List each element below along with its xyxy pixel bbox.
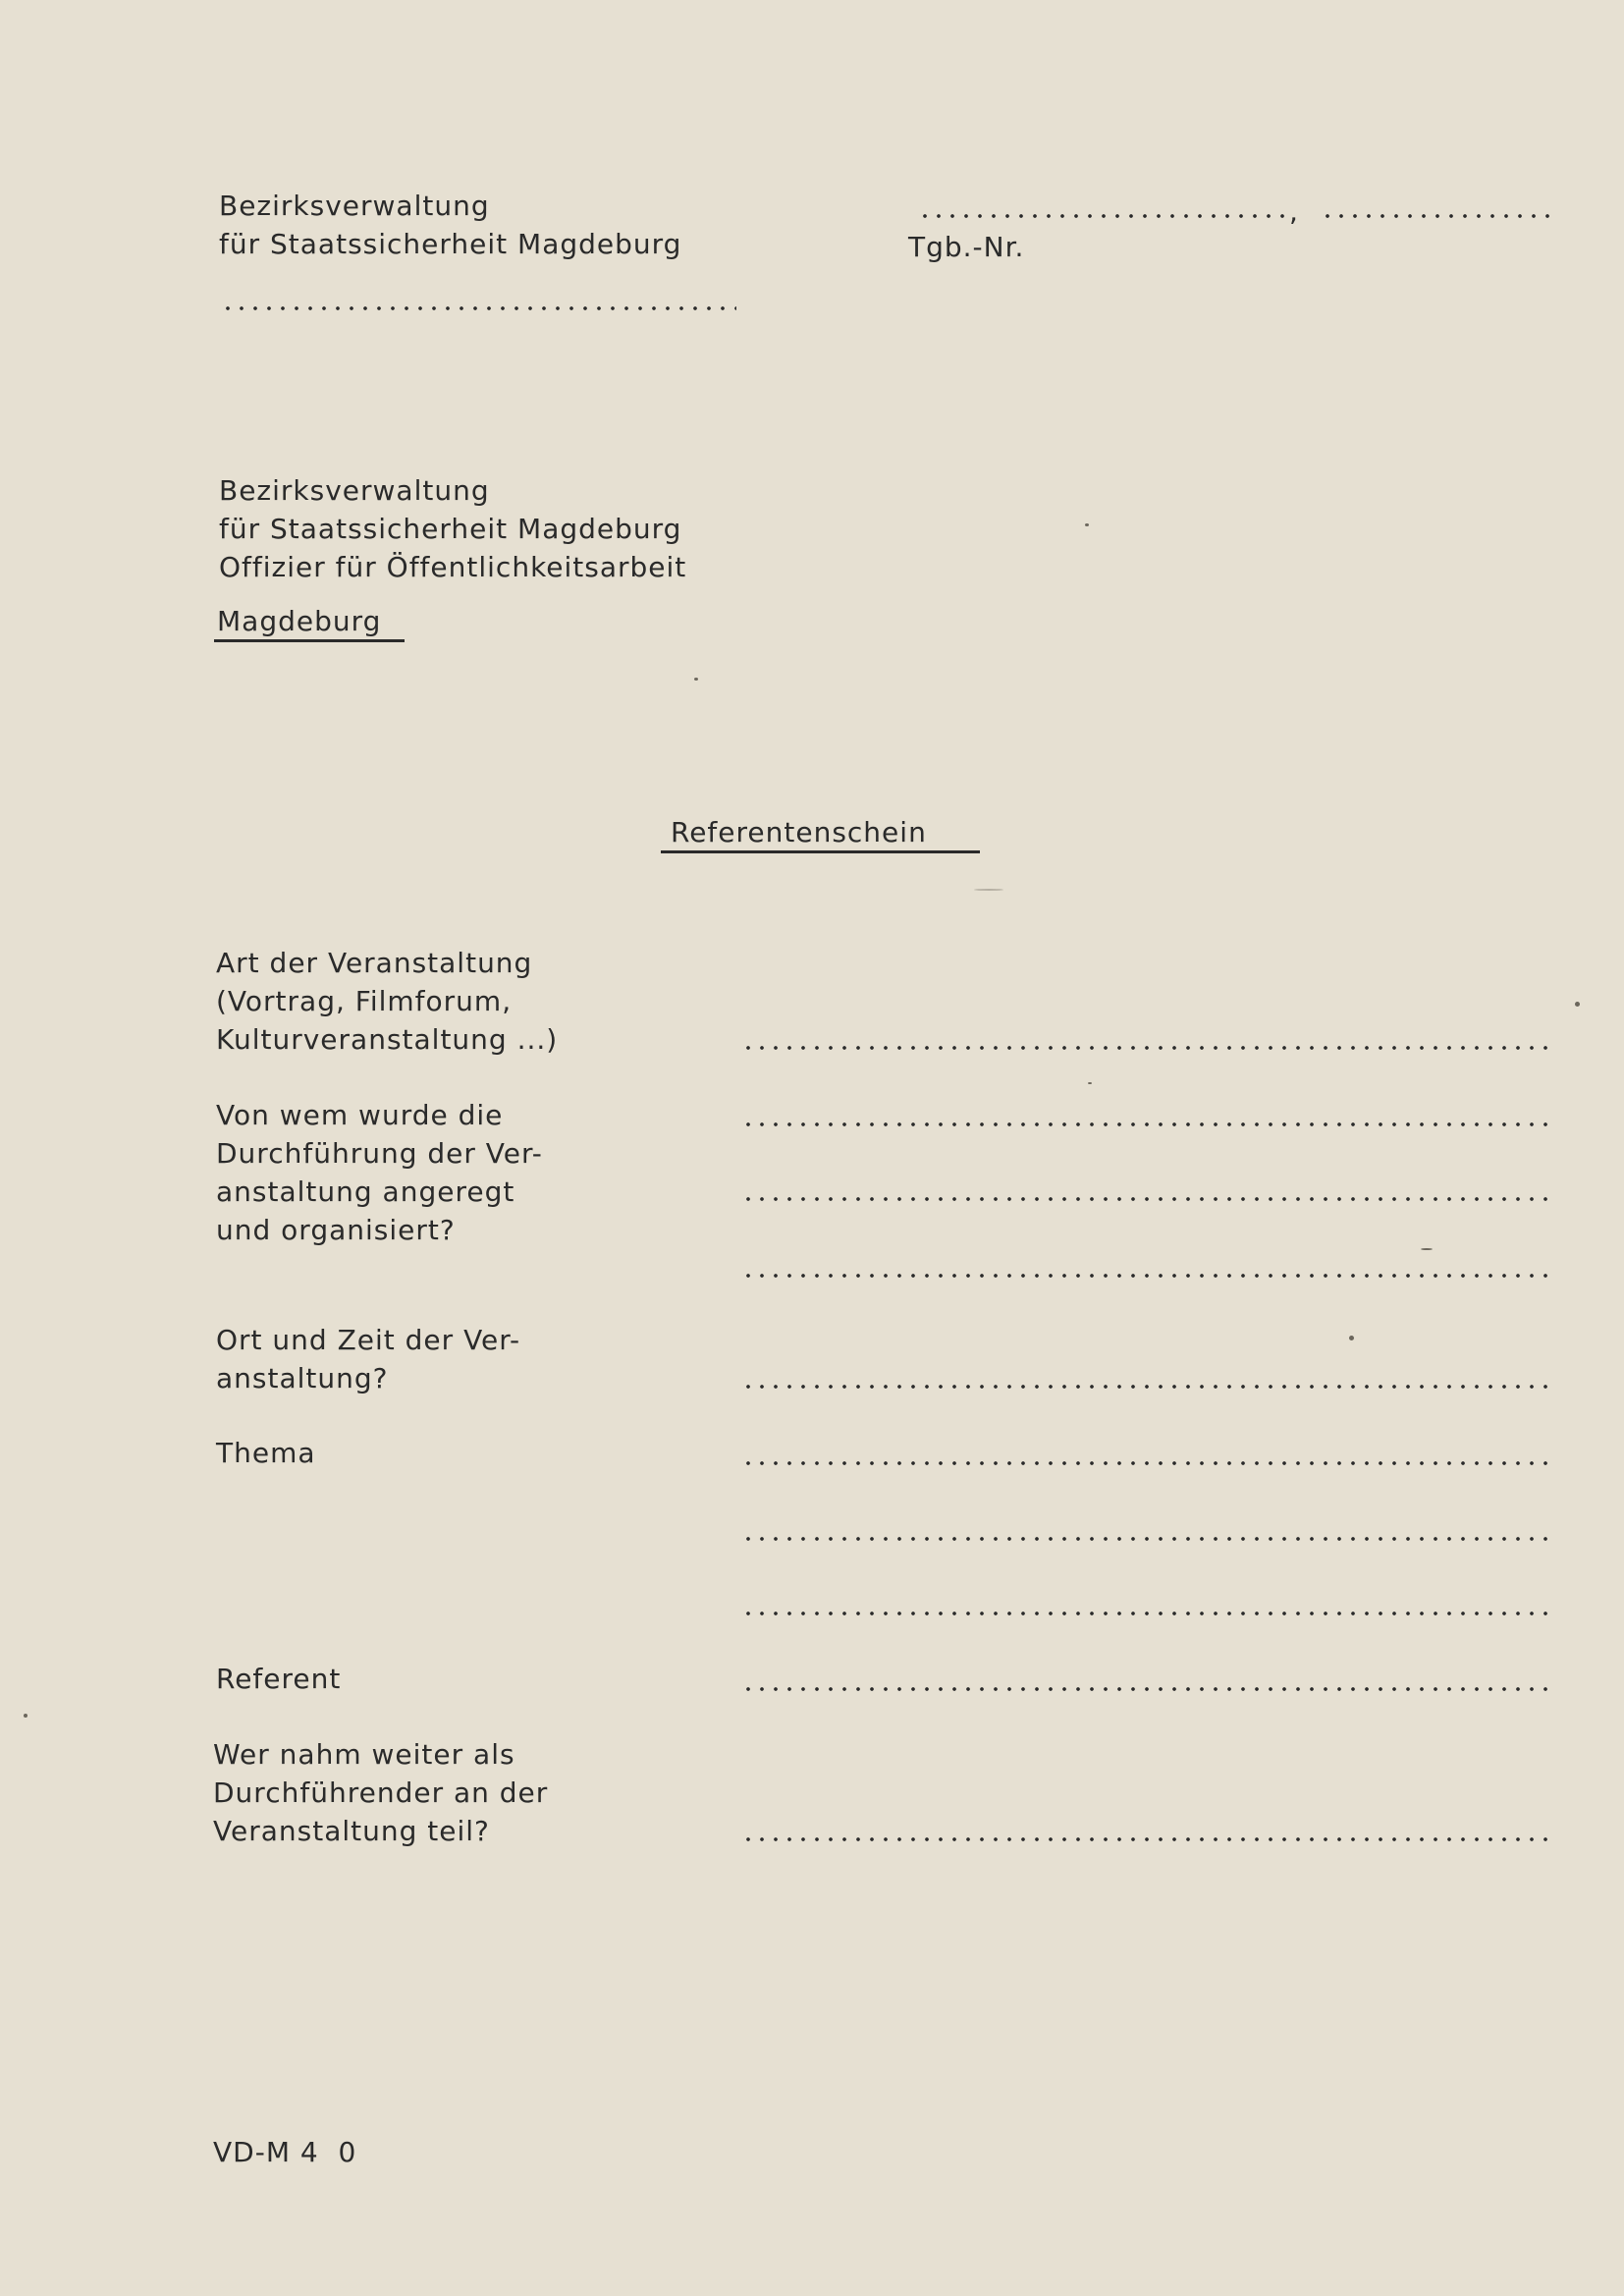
field-label-participants [213,1735,548,1850]
participants-fill-line[interactable] [741,1837,1551,1841]
speaker-fill-line[interactable] [741,1687,1551,1691]
label-line: Ort und Zeit der Ver- [216,1324,521,1356]
recipient-city: Magdeburg [217,605,382,637]
label-line: Referent [216,1663,342,1695]
field-label-organizer [216,1096,543,1249]
authority-line: für Staatssicherheit Magdeburg [219,228,682,260]
field-label-speaker [216,1660,341,1698]
topic-fill-line-3[interactable] [741,1612,1551,1615]
form-title-underline [661,850,980,853]
label-line: Veranstaltung teil? [213,1815,490,1847]
field-label-place-time [216,1321,520,1397]
topic-fill-line-1[interactable] [741,1461,1551,1465]
paper-speck [1088,1082,1092,1084]
paper-speck [24,1714,27,1718]
address-line: für Staatssicherheit Magdeburg [219,513,682,545]
organizer-fill-line-1[interactable] [741,1122,1551,1126]
place-time-fill-line[interactable] [741,1385,1551,1389]
label-line: anstaltung? [216,1362,389,1394]
sender-unit-fill-line[interactable] [221,306,736,310]
label-line: Art der Veranstaltung [216,947,533,979]
address-line: Offizier für Öffentlichkeitsarbeit [219,551,687,583]
label-line: Durchführender an der [213,1777,549,1809]
field-label-topic [216,1434,316,1472]
label-line: Kulturveranstaltung ...) [216,1023,559,1056]
recipient-address [219,471,686,586]
label-line: und organisiert? [216,1214,456,1246]
topic-fill-line-2[interactable] [741,1537,1551,1541]
place-fill-line[interactable] [918,214,1289,218]
label-line: (Vortrag, Filmforum, [216,985,513,1017]
recipient-city-underline [214,639,405,642]
label-line: Thema [216,1437,316,1469]
paper-speck [1349,1336,1354,1340]
paper-speck [694,678,698,681]
form-code: VD-M 4 0 [213,2136,357,2168]
place-date-separator: , [1289,195,1299,228]
paper-speck [1575,1002,1580,1007]
organizer-fill-line-3[interactable] [741,1274,1551,1278]
form-title: Referentenschein [671,816,927,848]
label-line: Von wem wurde die [216,1099,504,1131]
label-line: anstaltung angeregt [216,1175,515,1208]
date-fill-line[interactable] [1321,214,1554,218]
paper-speck [974,889,1003,891]
paper-speck [1421,1248,1433,1250]
field-label-event-type [216,944,558,1059]
journal-number-label: Tgb.-Nr. [908,231,1025,263]
label-line: Durchführung der Ver- [216,1137,543,1170]
authority-line: Bezirksverwaltung [219,190,490,222]
authority-block [219,187,681,263]
paper-speck [1085,523,1089,526]
address-line: Bezirksverwaltung [219,474,490,507]
label-line: Wer nahm weiter als [213,1738,515,1771]
organizer-fill-line-2[interactable] [741,1197,1551,1201]
event-type-fill-line[interactable] [741,1046,1551,1050]
